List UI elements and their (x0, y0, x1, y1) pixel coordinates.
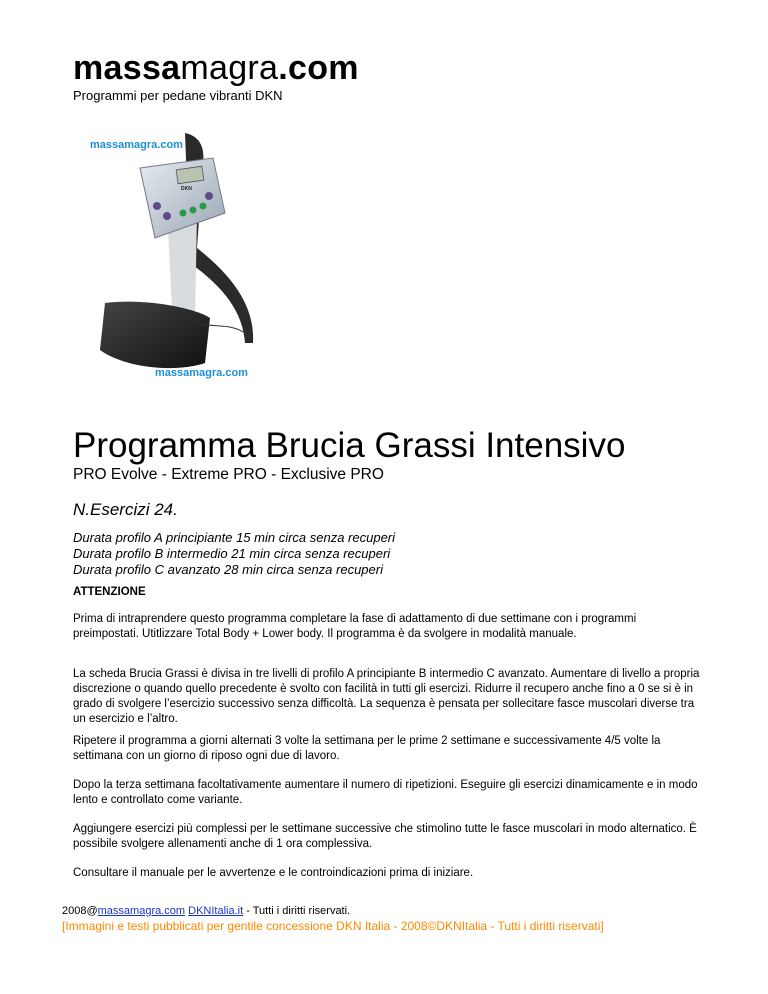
duration-list (73, 530, 395, 578)
watermark-bottom: massamagra.com (155, 367, 248, 379)
console-button (153, 202, 161, 210)
paragraph-levels: La scheda Brucia Grassi è divisa in tre livelli di profilo A principiante B intermedio C avanzato. Aumentare di livello a propria discrezione o quando quello precedente è svolto con facilità in tutti gli esercizi. Ridurre il recupero anche fino a 0 se si è in grado di svolgere l’esercizio successivo senza difficoltà. La sequenza è pensata per sollecitare fasce muscolari diverse tra un esercizio e l’altro. (73, 668, 700, 725)
logo-part-massa: massa (73, 49, 181, 87)
footer-prefix: 2008@ (62, 905, 98, 917)
duration-a: Durata profilo A principiante 15 min circa senza recuperi (73, 530, 396, 545)
console-button (200, 203, 207, 210)
console-button (205, 192, 213, 200)
console-button (190, 207, 197, 214)
program-title: Programma Brucia Grassi Intensivo (73, 426, 626, 465)
vibration-platform-image (85, 128, 260, 383)
logo-part-magra: magra (180, 49, 279, 87)
footer-suffix: - Tutti i diritti riservati. (243, 905, 351, 917)
dknitalia-link[interactable]: DKNItalia.it (188, 905, 244, 917)
paragraph-adaptation: Prima di intraprendere questo programma completare la fase di adattamento di due settimane con i programmi preimpostati. Utitlizzare Total Body + Lower body. Il programma è da svolgere in modalità manuale. (73, 613, 637, 640)
credit-note: [Immagini e testi pubblicati per gentile concessione DKN Italia - 2008©DKNItalia - Tutti i diritti riservati] (62, 919, 604, 933)
console-button (180, 210, 187, 217)
attention-heading: ATTENZIONE (73, 586, 146, 598)
paragraph-schedule: Ripetere il programma a giorni alternati 3 volte la settimana per le prime 2 settimane e successivamente 4/5 volte la settimana con un giorno di riposo ogni due di lavoro. (73, 735, 661, 762)
base-platform-shape (100, 302, 210, 368)
massamagra-link[interactable]: massamagra.com (97, 905, 186, 917)
program-models: PRO Evolve - Extreme PRO - Exclusive PRO (73, 466, 384, 483)
exercise-count: N.Esercizi 24. (73, 500, 178, 519)
duration-b: Durata profilo B intermedio 21 min circa senza recuperi (73, 546, 391, 561)
console-button (163, 212, 171, 220)
tagline: Programmi per pedane vibranti DKN (73, 88, 283, 103)
paragraph-manual: Consultare il manuale per le avvertenze e le controindicazioni prima di iniziare. (73, 867, 474, 879)
duration-c: Durata profilo C avanzato 28 min circa senza recuperi (73, 562, 383, 577)
site-logo (73, 48, 359, 88)
device-brand-text: DKN (181, 186, 192, 192)
watermark-top: massamagra.com (90, 139, 183, 151)
logo-part-com: .com (278, 49, 359, 87)
paragraph-progression: Aggiungere esercizi più complessi per le settimane successive che stimolino tutte le fasce muscolari in modo alternatico. È possibile svolgere allenamenti anche di 1 ora complessiva. (73, 823, 697, 850)
paragraph-repetitions: Dopo la terza settimana facoltativamente aumentare il numero di ripetizioni. Eseguire gli esercizi dinamicamente e in modo lento e controllato come variante. (73, 779, 698, 806)
footer-copyright (62, 905, 350, 917)
